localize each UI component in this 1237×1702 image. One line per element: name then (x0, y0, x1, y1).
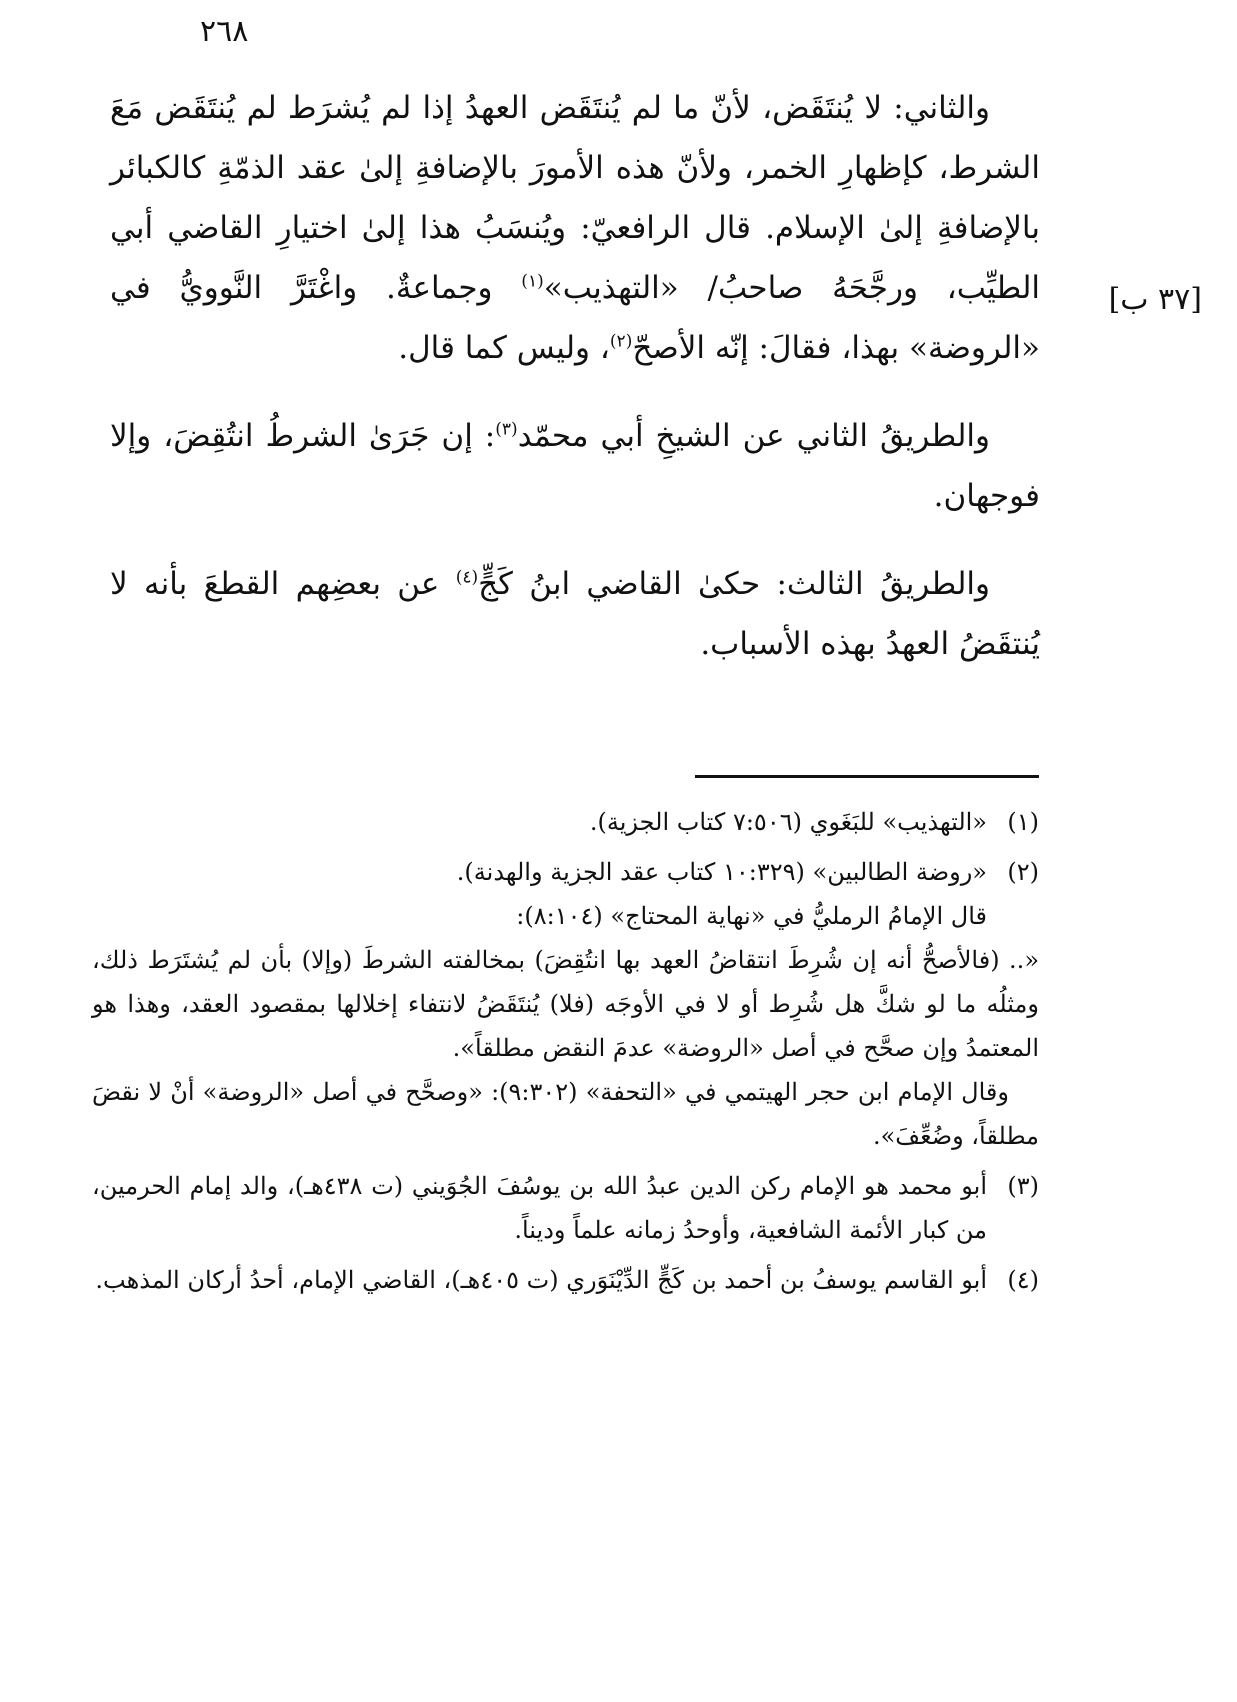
paragraph-1-text-b: وجماعةٌ. واغْتَرَّ النَّوويُّ في «الروضة» بهذا، فقالَ: إنّه الأصحّ (110, 270, 1040, 366)
footnote-ref-2: (٢) (609, 331, 633, 352)
footnotes (92, 800, 1039, 1308)
footnote-1-number: (١) (1007, 808, 1039, 836)
paragraph-1-text-c: ، وليس كما قال. (398, 330, 610, 366)
paragraph-1-text-a: والثاني: لا يُنتَقَض، لأنّ ما لم يُنتَقَض العهدُ إذا لم يُشرَط لم يُنتَقَض مَعَ الشرط، كإظهارِ الخمر، ولأنّ هذه الأمورَ بالإضافةِ إلىٰ عقد الذمّةِ كالكبائر بالإضافةِ إلىٰ الإسلام. قال الرافعيّ: ويُنسَبُ هذا إلىٰ اختيارِ القاضي أبي الطيِّب، ورجَّحَهُ صاحبُ/ «التهذيب» (110, 90, 1041, 306)
footnote-2-text: «روضة الطالبين» (١٠:٣٢٩ كتاب عقد الجزية والهدنة). (456, 858, 987, 886)
paragraph-2-text-b: : إن جَرَىٰ الشرطُ انتُقِضَ، وإلا فوجهان. (110, 418, 1040, 514)
footnote-ref-4: (٤) (455, 567, 479, 588)
page-number: ٢٦٨ (200, 14, 249, 49)
footnote-1-text: «التهذيب» للبَغَوي (٧:٥٠٦ كتاب الجزية). (589, 808, 987, 836)
footnote-4-number: (٤) (1007, 1266, 1039, 1294)
paragraph-1 (110, 78, 1040, 378)
footnote-2-ramli-intro: قال الإمامُ الرمليُّ في «نهاية المحتاج» (٨:١٠٤): (516, 902, 987, 930)
paragraph-2 (110, 406, 1040, 526)
footnote-1 (92, 800, 1039, 844)
paragraph-2-text-a: والطريقُ الثاني عن الشيخِ أبي محمّد (517, 418, 990, 454)
footnote-2-haytami-quote: وقال الإمام ابن حجر الهيتمي في «التحفة» (٩:٣٠٢): «وصحَّح في أصل «الروضة» أنْ لا نقضَ مطلقاً، وضُعِّفَ». (92, 1078, 1039, 1150)
footnote-ref-1: (١) (521, 271, 544, 292)
footnote-divider (695, 775, 1039, 778)
footnote-3-text: أبو محمد هو الإمام ركن الدين عبدُ الله بن يوسُفَ الجُوَيني (ت ٤٣٨هـ)، والد إمام الحرمين، من كبار الأئمة الشافعية، وأوحدُ زمانه علماً وديناً. (92, 1172, 988, 1244)
paragraph-3-text-b: عن بعضِهم القطعَ بأنه لا يُنتقَضُ العهدُ بهذه الأسباب. (110, 566, 1040, 662)
footnote-2 (92, 850, 1039, 1158)
footnote-2-ramli-quote: «.. (فالأصحُّ أنه إن شُرِطَ انتقاضُ العهد بها انتُقِضَ) بمخالفته الشرطَ (وإلا) بأن لم يُشتَرَط ذلك، ومثلُه ما لو شكَّ هل شُرِط أو لا في الأوجَه (فلا) يُنتَقَضُ لانتفاء إخلالها بمقصود العقد، وهذا هو المعتمدُ وإن صحَّح في أصل «الروضة» عدمَ النقض مطلقاً». (92, 946, 1039, 1062)
footnote-ref-3: (٣) (495, 419, 518, 440)
main-text (110, 78, 1040, 674)
footnote-3 (92, 1164, 1039, 1252)
margin-folio-note: [٣٧ ب] (1108, 282, 1202, 317)
footnote-4-text: أبو القاسم يوسفُ بن أحمد بن كَجٍّ الدِّيْنَوَري (ت ٤٠٥هـ)، القاضي الإمام، أحدُ أركان المذهب. (95, 1266, 987, 1294)
footnote-2-number: (٢) (1007, 858, 1039, 886)
paragraph-3-text-a: والطريقُ الثالث: حكىٰ القاضي ابنُ كَجٍّ (478, 566, 990, 602)
footnote-4 (92, 1258, 1039, 1302)
footnote-3-number: (٣) (1007, 1172, 1039, 1200)
paragraph-3 (110, 554, 1040, 674)
